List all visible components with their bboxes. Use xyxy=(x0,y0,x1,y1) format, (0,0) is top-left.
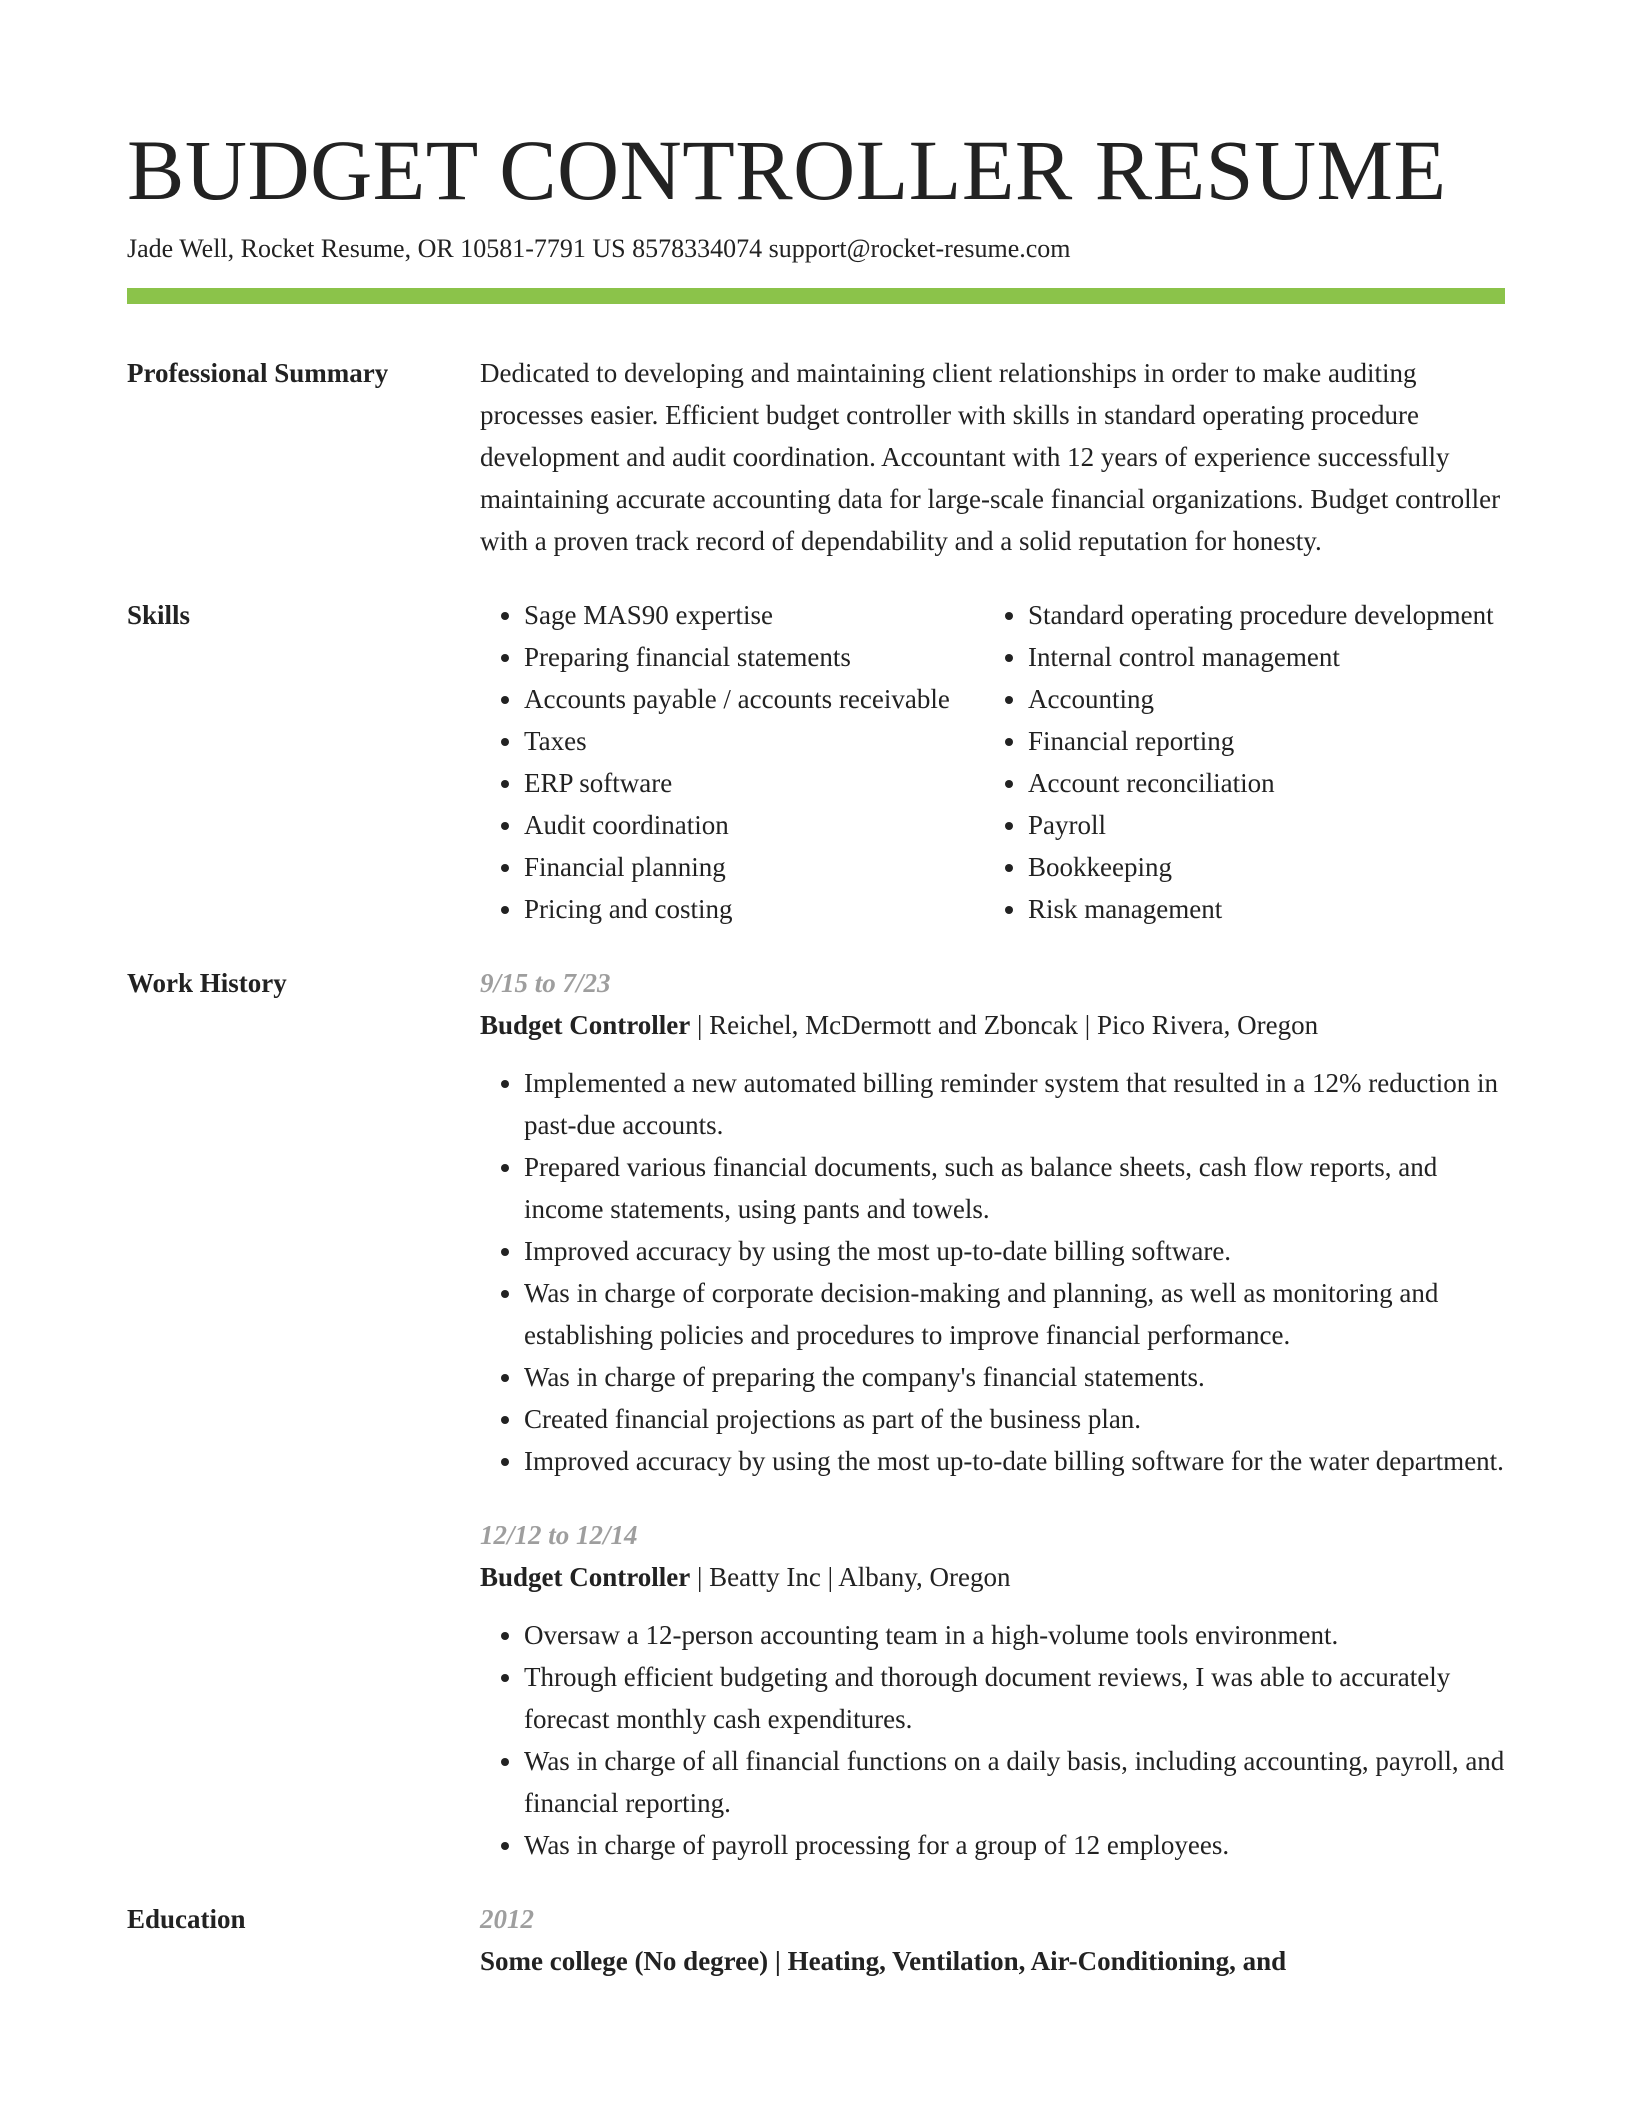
job-entry xyxy=(480,1514,1505,1866)
skill-item: • Payroll xyxy=(1028,804,1505,846)
summary-text: Dedicated to developing and maintaining client relationships in order to make auditing processes easier. Efficient budget controller with skills in standard operating procedure development and audit coordination. Accountant with 12 years of experience successfully maintaining accurate accounting data for large-scale financial organizations. Budget controller with a proven track record of dependability and a solid reputation for honesty. xyxy=(480,358,1501,556)
job-header xyxy=(480,1004,1505,1046)
job-bullet: • Created financial projections as part of the business plan. xyxy=(524,1398,1505,1440)
job-bullet: • Implemented a new automated billing reminder system that resulted in a 12% reduction in past-due accounts. xyxy=(524,1062,1505,1146)
work-history-label: Work History xyxy=(127,968,287,998)
skills-label: Skills xyxy=(127,600,191,630)
job-bullet: • Was in charge of payroll processing for a group of 12 employees. xyxy=(524,1824,1505,1866)
summary-label: Professional Summary xyxy=(127,358,389,388)
skill-item: • Internal control management xyxy=(1028,636,1505,678)
resume-page xyxy=(127,120,1505,1982)
job-bullets xyxy=(480,1062,1505,1482)
skill-item: • Accounting xyxy=(1028,678,1505,720)
job-date: 12/12 to 12/14 xyxy=(480,1520,638,1550)
job-bullet: • Prepared various financial documents, such as balance sheets, cash flow reports, and income statements, using pants and towels. xyxy=(524,1146,1505,1230)
job-bullet: • Improved accuracy by using the most up-to-date billing software for the water department. xyxy=(524,1440,1505,1482)
job-title: Budget Controller xyxy=(480,1010,691,1040)
education-body xyxy=(480,1898,1505,1982)
skills-section xyxy=(127,594,1505,930)
skill-item: • Accounts payable / accounts receivable xyxy=(524,678,984,720)
skill-item: • ERP software xyxy=(524,762,984,804)
resume-title: BUDGET CONTROLLER RESUME xyxy=(127,122,1447,218)
contact-line: Jade Well, Rocket Resume, OR 10581-7791 US 8578334074 support@rocket-resume.com xyxy=(127,234,1071,263)
work-history-body xyxy=(480,962,1505,1866)
skill-item: • Sage MAS90 expertise xyxy=(524,594,984,636)
job-date: 9/15 to 7/23 xyxy=(480,968,611,998)
skill-item: • Financial planning xyxy=(524,846,984,888)
job-employer-location: | Beatty Inc | Albany, Oregon xyxy=(690,1562,1011,1592)
skill-item: • Preparing financial statements xyxy=(524,636,984,678)
job-title: Budget Controller xyxy=(480,1562,691,1592)
skill-item: • Taxes xyxy=(524,720,984,762)
skill-item: • Account reconciliation xyxy=(1028,762,1505,804)
job-header xyxy=(480,1556,1505,1598)
work-history-section xyxy=(127,962,1505,1866)
education-degree: Some college (No degree) | Heating, Ventilation, Air-Conditioning, and xyxy=(480,1946,1287,1976)
skill-item: • Financial reporting xyxy=(1028,720,1505,762)
job-entry xyxy=(480,962,1505,1482)
education-section xyxy=(127,1898,1505,1982)
job-bullet: • Improved accuracy by using the most up-to-date billing software. xyxy=(524,1230,1505,1272)
skill-item: • Bookkeeping xyxy=(1028,846,1505,888)
skills-body xyxy=(480,594,1505,930)
education-date: 2012 xyxy=(480,1904,534,1934)
job-bullet: • Through efficient budgeting and thorough document reviews, I was able to accurately forecast monthly cash expenditures. xyxy=(524,1656,1505,1740)
job-bullet: • Was in charge of corporate decision-making and planning, as well as monitoring and establishing policies and procedures to improve financial performance. xyxy=(524,1272,1505,1356)
skill-item: • Pricing and costing xyxy=(524,888,984,930)
job-employer-location: | Reichel, McDermott and Zboncak | Pico Rivera, Oregon xyxy=(690,1010,1319,1040)
job-bullet: • Was in charge of preparing the company's financial statements. xyxy=(524,1356,1505,1398)
job-bullet: • Oversaw a 12-person accounting team in a high-volume tools environment. xyxy=(524,1614,1505,1656)
skill-item: • Audit coordination xyxy=(524,804,984,846)
skills-column-2 xyxy=(984,594,1505,930)
skill-item: • Risk management xyxy=(1028,888,1505,930)
skill-item: • Standard operating procedure development xyxy=(1028,594,1505,636)
job-bullet: • Was in charge of all financial functions on a daily basis, including accounting, payroll, and financial reporting. xyxy=(524,1740,1505,1824)
header-accent-rule xyxy=(127,288,1505,304)
skills-column-1 xyxy=(480,594,984,930)
job-bullets xyxy=(480,1614,1505,1866)
summary-section xyxy=(127,352,1505,562)
education-label: Education xyxy=(127,1904,246,1934)
